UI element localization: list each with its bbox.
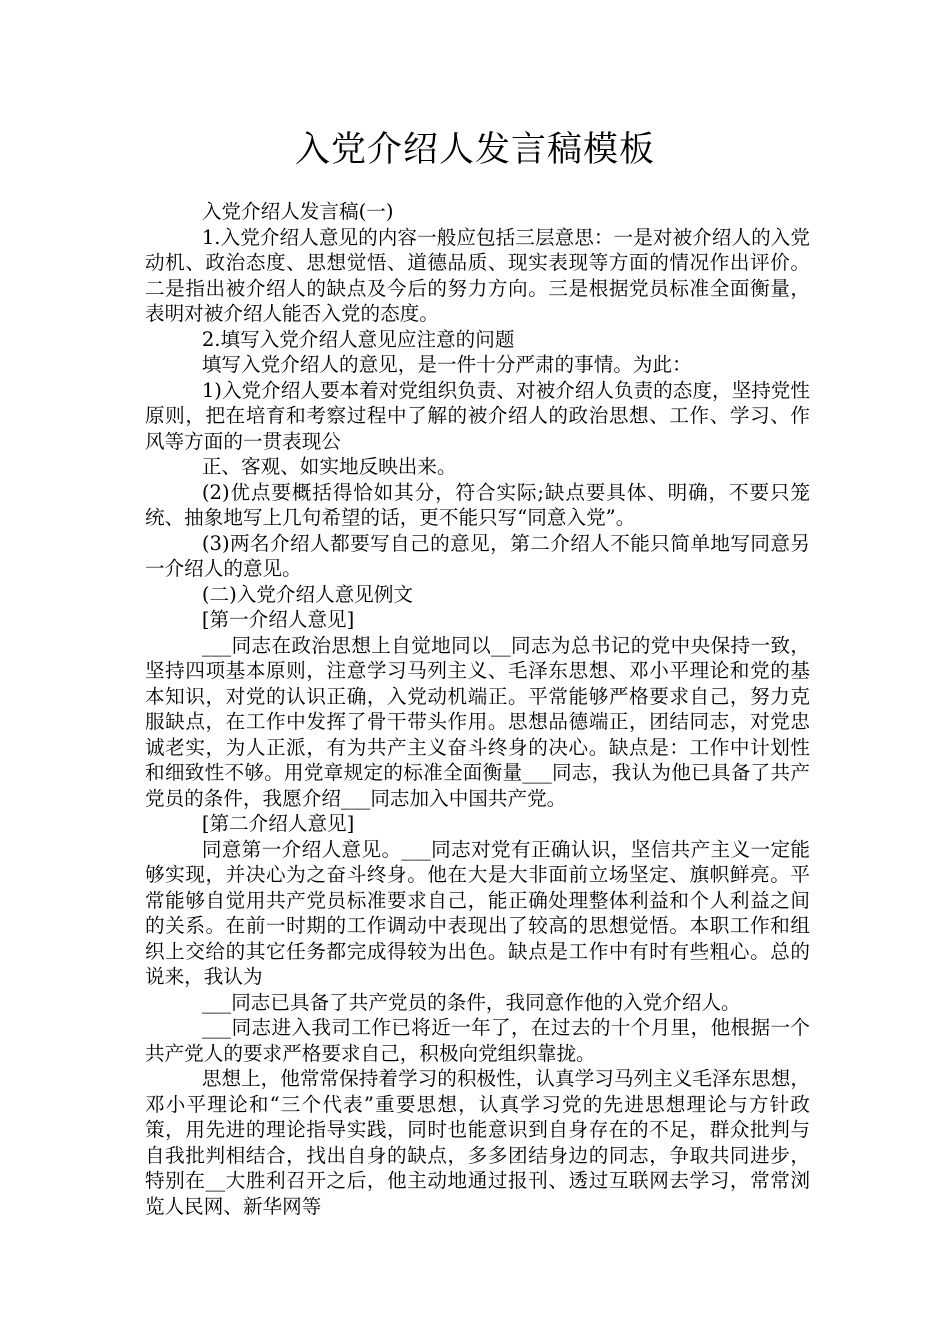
paragraph-point-2: (2)优点要概括得恰如其分，符合实际;缺点要具体、明确，不要只笼统、抽象地写上几句希望的话，更不能只写“同意入党”。 [145, 480, 810, 529]
paragraph-section-heading-1: 入党介绍人发言稿(一) [201, 200, 394, 223]
paragraph-point-1-continued: 正、客观、如实地反映出来。 [201, 455, 457, 478]
document-body [145, 199, 810, 1219]
paragraph-point-3: (3)两名介绍人都要写自己的意见，第二介绍人不能只简单地写同意另一介绍人的意见。 [145, 531, 810, 580]
paragraph-work-summary: ___同志进入我司工作已将近一年了，在过去的十个月里，他根据一个共产党人的要求严格要求自己，积极向党组织靠拢。 [145, 1016, 810, 1065]
paragraph-point-1: 1)入党介绍人要本着对党组织负责、对被介绍人负责的态度，坚持党性原则，把在培育和考察过程中了解的被介绍人的政治思想、工作、学习、作风等方面的一贯表现公 [145, 378, 810, 453]
page-title: 入党介绍人发言稿模板 [294, 130, 655, 170]
paragraph-attention-heading: 2.填写入党介绍人意见应注意的问题 [201, 327, 515, 351]
paragraph-ideology: 思想上，他常常保持着学习的积极性，认真学习马列主义毛泽东思想，邓小平理论和“三个代表”重要思想，认真学习党的先进思想理论与方针政策，用先进的理论指导实践，同时也能意识到自身存在的不足，群众批判与自我批判相结合，找出自身的缺点，多多团结身边的同志，争取共同进步，特别在__大胜利召开之后，他主动地通过报刊、透过互联网去学习，常常浏览人民网、新华网等 [145, 1067, 810, 1218]
paragraph-second-introducer-conclusion: ___同志已具备了共产党员的条件，我同意作他的入党介绍人。 [201, 990, 741, 1014]
paragraph-first-introducer-opinion: ___同志在政治思想上自觉地同以__同志为总书记的党中央保持一致，坚持四项基本原则，注意学习马列主义、毛泽东思想、邓小平理论和党的基本知识，对党的认识正确，入党动机端正。平常能够严格要求自己，努力克服缺点，在工作中发挥了骨干带头作用。思想品德端正，团结同志，对党忠诚老实，为人正派，有为共产主义奋斗终身的决心。缺点是：工作中计划性和细致性不够。用党章规定的标准全面衡量___同志，我认为他已具备了共产党员的条件，我愿介绍___同志加入中国共产党。 [145, 633, 810, 810]
paragraph-opinion-content: 1.入党介绍人意见的内容一般应包括三层意思：一是对被介绍人的入党动机、政治态度、思想觉悟、道德品质、现实表现等方面的情况作出评价。二是指出被介绍人的缺点及今后的努力方向。三是根据党员标准全面衡量，表明对被介绍人能否入党的态度。 [145, 225, 810, 325]
paragraph-second-introducer-opinion: 同意第一介绍人意见。___同志对党有正确认识，坚信共产主义一定能够实现，并决心为之奋斗终身。他在大是大非面前立场坚定、旗帜鲜亮。平常能够自觉用共产党员标准要求自己，能正确处理整体利益和个人利益之间的关系。在前一时期的工作调动中表现出了较高的思想觉悟。本职工作和组织上交给的其它任务都完成得较为出色。缺点是工作中有时有些粗心。总的说来，我认为 [145, 837, 810, 988]
paragraph-second-introducer-heading: [第二介绍人意见] [201, 812, 355, 835]
paragraph-examples-heading: (二)入党介绍人意见例文 [201, 582, 414, 606]
paragraph-first-introducer-heading: [第一介绍人意见] [201, 608, 355, 631]
paragraph-attention-intro: 填写入党介绍人的意见，是一件十分严肃的事情。为此： [201, 353, 692, 376]
